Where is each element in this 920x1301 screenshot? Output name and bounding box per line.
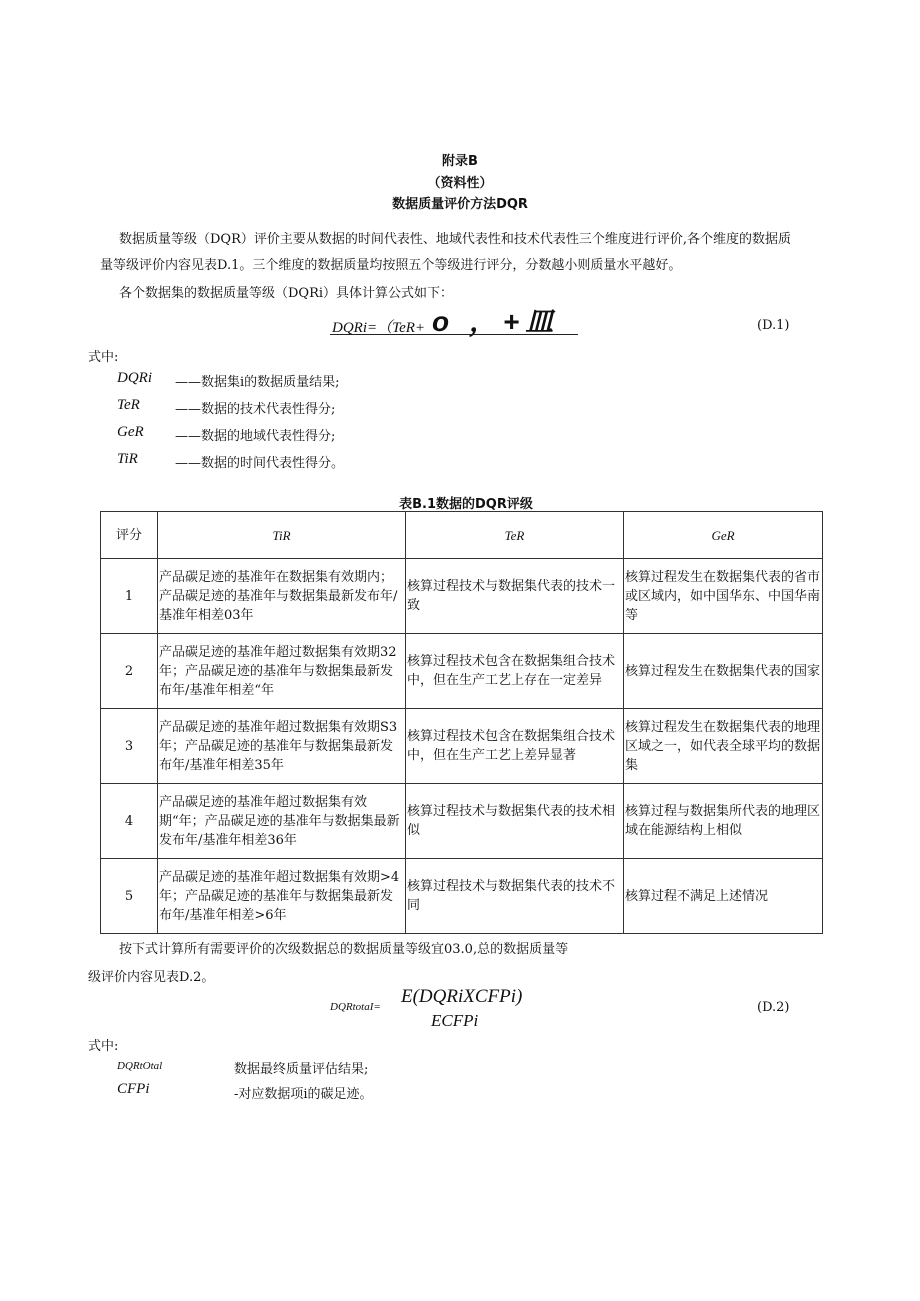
appendix-nature: （资料性）: [427, 176, 493, 191]
tir-cell: 产品碳足迹的基准年超过数据集有效期S3年；产品碳足迹的基准年与数据集最新发布年/基准年相差35年: [158, 709, 406, 784]
ger-cell: 核算过程发生在数据集代表的国家: [624, 634, 823, 709]
score-cell: 1: [101, 559, 158, 634]
symbol-ger: GeR: [117, 424, 144, 440]
formula-2-lhs: DQRtotaI=: [330, 1001, 381, 1013]
formula-1-lhs: DQRi=（TeR+: [332, 320, 426, 336]
header-ter: TeR: [406, 512, 624, 559]
formula-2-denominator: ECFPi: [431, 1011, 479, 1030]
ter-cell: 核算过程技术包含在数据集组合技术中，但在生产工艺上存在一定差异: [406, 634, 624, 709]
intro-line-1: 数据质量等级（DQR）评价主要从数据的时间代表性、地域代表性和技术代表性三个维度进行评价,各个维度的数据质: [119, 232, 792, 247]
ter-cell: 核算过程技术与数据集代表的技术相似: [406, 784, 624, 859]
appendix-label: 附录B: [442, 154, 478, 169]
ger-cell: 核算过程不满足上述情况: [624, 859, 823, 934]
ger-cell: 核算过程发生在数据集代表的省市或区域内，如中国华东、中国华南等: [624, 559, 823, 634]
formula-1-underline: [330, 334, 578, 335]
tir-cell: 产品碳足迹的基准年超过数据集有效期>4年；产品碳足迹的基准年与数据集最新发布年/基准年相差>6年: [158, 859, 406, 934]
where-2-label: 式中:: [88, 1039, 119, 1054]
appendix-title: 数据质量评价方法DQR: [392, 197, 528, 212]
formula-1-number: (D.1): [757, 318, 790, 333]
where-1-label: 式中:: [88, 350, 119, 365]
table-row: [101, 784, 823, 859]
formula-2-numerator: E(DQRiXCFPi): [401, 986, 523, 1007]
symbol-desc: ——数据的技术代表性得分;: [175, 402, 336, 417]
table-header-row: [101, 512, 823, 559]
symbol-tir: TiR: [117, 451, 138, 467]
after-table-line-1: 按下式计算所有需要评价的次级数据总的数据质量等级宜03.0,总的数据质量等: [119, 942, 569, 957]
symbol-desc: ——数据集i的数据质量结果;: [175, 375, 340, 390]
score-cell: 2: [101, 634, 158, 709]
header-ger: GeR: [624, 512, 823, 559]
symbol-desc: ——数据的时间代表性得分。: [175, 456, 345, 471]
formula-2-number: (D.2): [757, 1000, 790, 1015]
table-row: [101, 634, 823, 709]
symbol-dqrtotal: DQRtOtal: [117, 1060, 163, 1072]
score-cell: 4: [101, 784, 158, 859]
ger-cell: 核算过程发生在数据集代表的地理区域之一，如代表全球平均的数据集: [624, 709, 823, 784]
intro-line-2: 量等级评价内容见表D.1。三个维度的数据质量均按照五个等级进行评分，分数越小则质量水平越好。: [100, 258, 682, 273]
intro-formula-lead: 各个数据集的数据质量等级（DQRi）具体计算公式如下：: [119, 286, 454, 301]
score-cell: 5: [101, 859, 158, 934]
formula-1-garbled: o ，+皿: [432, 306, 560, 337]
symbol-dqri: DQRi: [117, 370, 152, 386]
symbol-cfpi: CFPi: [117, 1081, 150, 1097]
symbol-desc: -对应数据项i的碳足迹。: [234, 1087, 373, 1102]
table-row: [101, 559, 823, 634]
ter-cell: 核算过程技术包含在数据集组合技术中，但在生产工艺上差异显著: [406, 709, 624, 784]
ger-cell: 核算过程与数据集所代表的地理区域在能源结构上相似: [624, 784, 823, 859]
symbol-ter: TeR: [117, 397, 140, 413]
tir-cell: 产品碳足迹的基准年超过数据集有效期“年；产品碳足迹的基准年与数据集最新发布年/基准年相差36年: [158, 784, 406, 859]
after-table-line-2: 级评价内容见表D.2。: [88, 970, 215, 985]
table-row: [101, 709, 823, 784]
symbol-desc: ——数据的地域代表性得分;: [175, 429, 336, 444]
header-score: 评分: [101, 512, 158, 559]
tir-cell: 产品碳足迹的基准年在数据集有效期内；产品碳足迹的基准年与数据集最新发布年/基准年相差03年: [158, 559, 406, 634]
header-tir: TiR: [158, 512, 406, 559]
ter-cell: 核算过程技术与数据集代表的技术不同: [406, 859, 624, 934]
tir-cell: 产品碳足迹的基准年超过数据集有效期32年；产品碳足迹的基准年与数据集最新发布年/基准年相差“年: [158, 634, 406, 709]
score-cell: 3: [101, 709, 158, 784]
table-row: [101, 859, 823, 934]
dqr-table: [100, 511, 823, 934]
symbol-desc: 数据最终质量评估结果;: [234, 1062, 369, 1077]
ter-cell: 核算过程技术与数据集代表的技术一致: [406, 559, 624, 634]
table-caption: 表B.1数据的DQR评级: [399, 497, 533, 512]
